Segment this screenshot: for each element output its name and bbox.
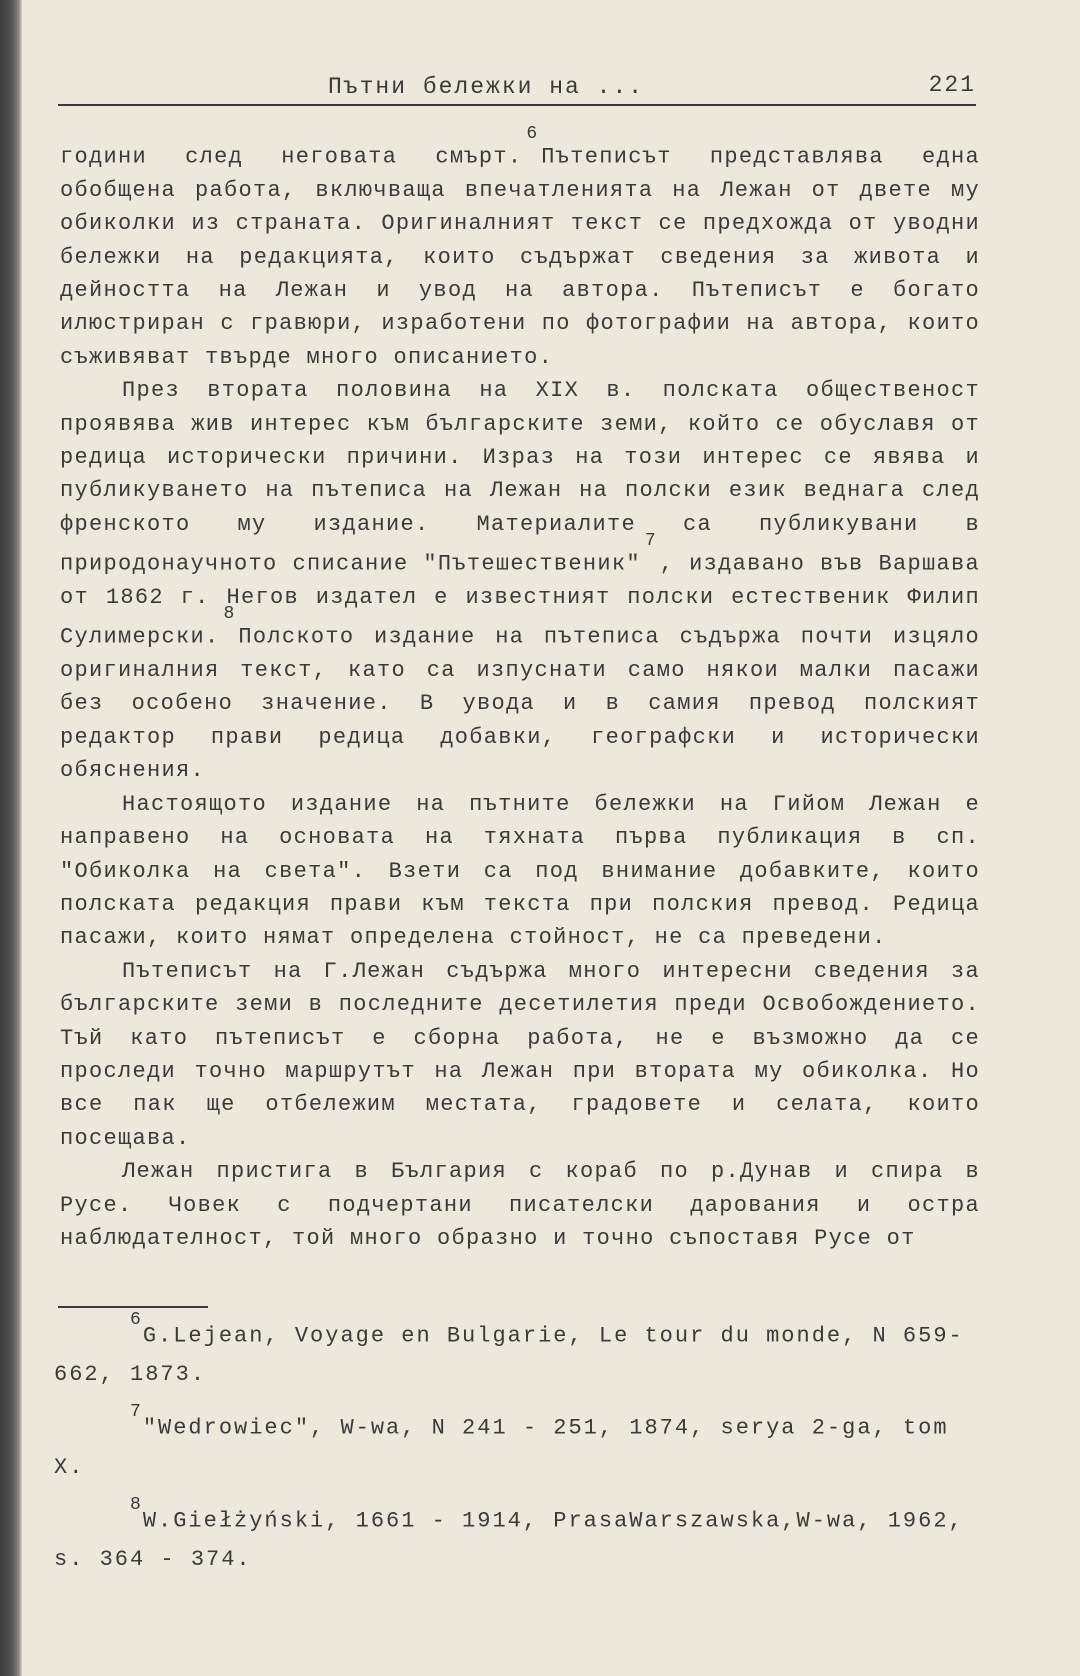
footnote-marker-7: 7 [644, 531, 656, 552]
footnote-7-number: 7 [130, 1402, 141, 1423]
paragraph-5: Лежан пристига в България с кораб по р.Дунав и спира в Русе. Човек с подчертани писателски дарования и остра наблюдателност, той много образно и точно съпоставя Русе от [60, 1159, 980, 1251]
paragraph-1 [60, 124, 981, 374]
footnote-6-text: G.Lejean, Voyage en Bulgarie, Le tour du monde, N 659-662, 1873. [54, 1323, 964, 1388]
footnote-7-text: "Wedrowiec", W-wa, N 241 - 251, 1874, serya 2-ga, tom X. [54, 1415, 949, 1480]
paragraph-2-text-c: Полското издание на пътеписа съдържа почти изцяло оригиналния текст, като са изпуснати само някои малки пасажи без особено значение. В увода и в самия превод полският редактор прави редица добавки, географски и исторически обяснения. [60, 624, 980, 784]
footnotes [54, 1310, 984, 1587]
footnote-marker-8: 8 [223, 604, 235, 625]
footnote-8-number: 8 [130, 1494, 141, 1515]
paragraph-3: Настоящото издание на пътните бележки на Гийом Лежан е направено на основата на тяхната първа публикация в сп. "Обиколка на света". Взети са под внимание добавките, които полската редакция прави към текста при полския превод. Редица пасажи, които нямат определена стойност, не са преведени. [60, 791, 980, 951]
footnote-8 [54, 1495, 984, 1579]
paragraph-1-text-b: Пътеписът представлява една обобщена работа, включваща впечатленията на Лежан от двете му обиколки из страната. Оригиналният текст се предхожда от уводни бележки на редакцията, които съдържат сведения за живота и дейността на Лежан и увод на автора. Пътеписът е богато илюстриран с гравюри, изработени по фотографии на автора, които съживяват твърде много описанието. [60, 144, 981, 370]
document-page [22, 0, 1080, 1676]
book-binding-edge [0, 0, 22, 1676]
paragraph-1-text-a: години след неговата смърт. [60, 144, 523, 170]
running-head: Пътни бележки на ... [328, 74, 645, 100]
footnote-8-text: W.Giełżyński, 1661 - 1914, PrasaWarszawska,W-wa, 1962, s. 364 - 374. [54, 1507, 964, 1572]
page-header [58, 70, 976, 106]
footnote-separator [58, 1306, 208, 1308]
paragraph-4: Пътеписът на Г.Лежан съдържа много интересни сведения за българските земи в последните десетилетия преди Освобождението. Тъй като пътеписът е сборна работа, не е възможно да се проследи точно маршрутът на Лежан при втората му обиколка. Но все пак ще отбележим местата, градовете и селата, които посещава. [60, 958, 980, 1151]
footnote-6-number: 6 [130, 1310, 141, 1330]
body-text [60, 124, 981, 1255]
page-number: 221 [928, 72, 976, 98]
paragraph-2-text-b: , издавано във Варшава от 1862 г. Негов издател е известният полски естественик Филип Сулимерски. [60, 551, 980, 650]
footnote-7 [54, 1402, 984, 1486]
paragraph-2-text-a: През втората половина на XIX в. полската общественост проявява жив интерес към българските земи, който се обуславя от редица исторически причини. Израз на този интерес се явява и публикуването на пътеписа на Лежан на полски език веднага след френското му издание. Материалите са публикувани в природонаучното списание "Пътешественик" [60, 378, 980, 577]
paragraph-2 [60, 374, 980, 788]
footnote-marker-6: 6 [526, 124, 538, 144]
footnote-6 [54, 1310, 984, 1394]
